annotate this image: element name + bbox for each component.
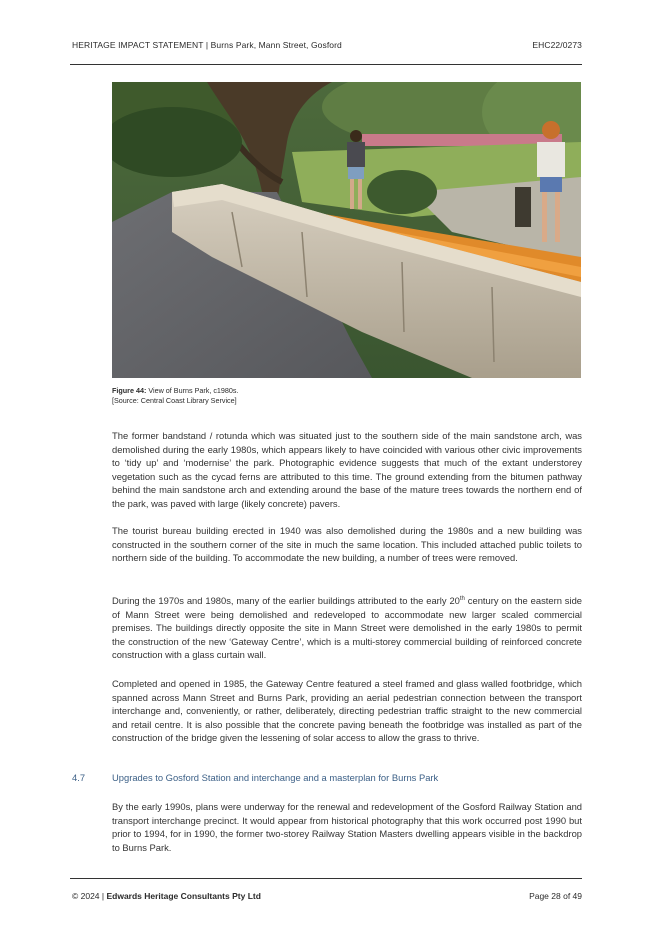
figure-source: [Source: Central Coast Library Service] [112, 396, 237, 405]
paragraph-station-renewal: By the early 1990s, plans were underway for the renewal and redevelopment of the Gosford Railway Station and transport interchange precinct. It would appear from historical photography that this work occurred post 1990 but prior to 1994, for in 1990, the former two-storey Railway Station Masters dwelling appears visible in the backdrop to Burns Park. [112, 801, 582, 853]
figure-caption [112, 386, 239, 406]
header-reference: EHC22/0273 [532, 40, 582, 50]
footer-divider [70, 878, 582, 879]
header-divider [70, 64, 582, 65]
copyright-text: © 2024 | [72, 891, 107, 901]
figure-photo-burns-park [112, 82, 581, 378]
ordinal-superscript: th [459, 595, 465, 602]
section-title: Upgrades to Gosford Station and interchange and a masterplan for Burns Park [112, 772, 439, 783]
photo-illustration [112, 82, 581, 378]
paragraph-mann-street-part1: During the 1970s and 1980s, many of the earlier buildings attributed to the early 20 [112, 595, 460, 606]
paragraph-tourist-bureau: The tourist bureau building erected in 1940 was also demolished during the 1980s and a new building was constructed in the southern corner of the site in much the same location. This included attached public toilets to northern side of the building. To accommodate the new building, a number of trees were removed. [112, 525, 582, 564]
header-title: HERITAGE IMPACT STATEMENT | Burns Park, Mann Street, Gosford [72, 40, 342, 50]
footer-copyright [72, 891, 261, 901]
figure-caption-text: View of Burns Park, c1980s. [146, 386, 239, 395]
paragraph-bandstand: The former bandstand / rotunda which was situated just to the southern side of the main sandstone arch, was demolished during the early 1980s, which appears likely to have coincided with various other civic improvements to ‘tidy up’ and ‘modernise’ the park. Photographic evidence suggests that much of the extant understorey vegetation such as the cycad ferns are attributed to this time. The ground extending from the bitumen pathway behind the main sandstone arch and extending around the base of the mature trees towards the northern end of the park, was paved with large (likely concrete) pavers. [112, 430, 582, 509]
company-name: Edwards Heritage Consultants Pty Ltd [106, 891, 261, 901]
paragraph-gateway-centre: Completed and opened in 1985, the Gateway Centre featured a steel framed and glass walled footbridge, which spanned across Mann Street and Burns Park, providing an aerial pedestrian connection between the transport interchange and, conveniently, or rather, deliberately, directing pedestrian traffic straight to the new commercial and retail centre. It is also possible that the concrete paving beneath the footbridge was installed as part of the construction of the bridge given the lessening of solar access to allow the grass to thrive. [112, 678, 582, 744]
page-number: Page 28 of 49 [529, 891, 582, 901]
section-number: 4.7 [72, 772, 86, 783]
paragraph-mann-street-part2: century on the eastern side of Mann Street were being demolished and redeveloped to accommodate new larger scaled commercial premises. The buildings directly opposite the site in Mann Street were demolished in the early 1980s to permit the construction of the new ‘Gateway Centre’, which is a multi-storey commercial building of reinforced concrete construction with a glass curtain wall. [112, 595, 582, 661]
paragraph-mann-street [112, 594, 582, 662]
figure-label: Figure 44: [112, 386, 147, 395]
page-header [72, 40, 582, 54]
